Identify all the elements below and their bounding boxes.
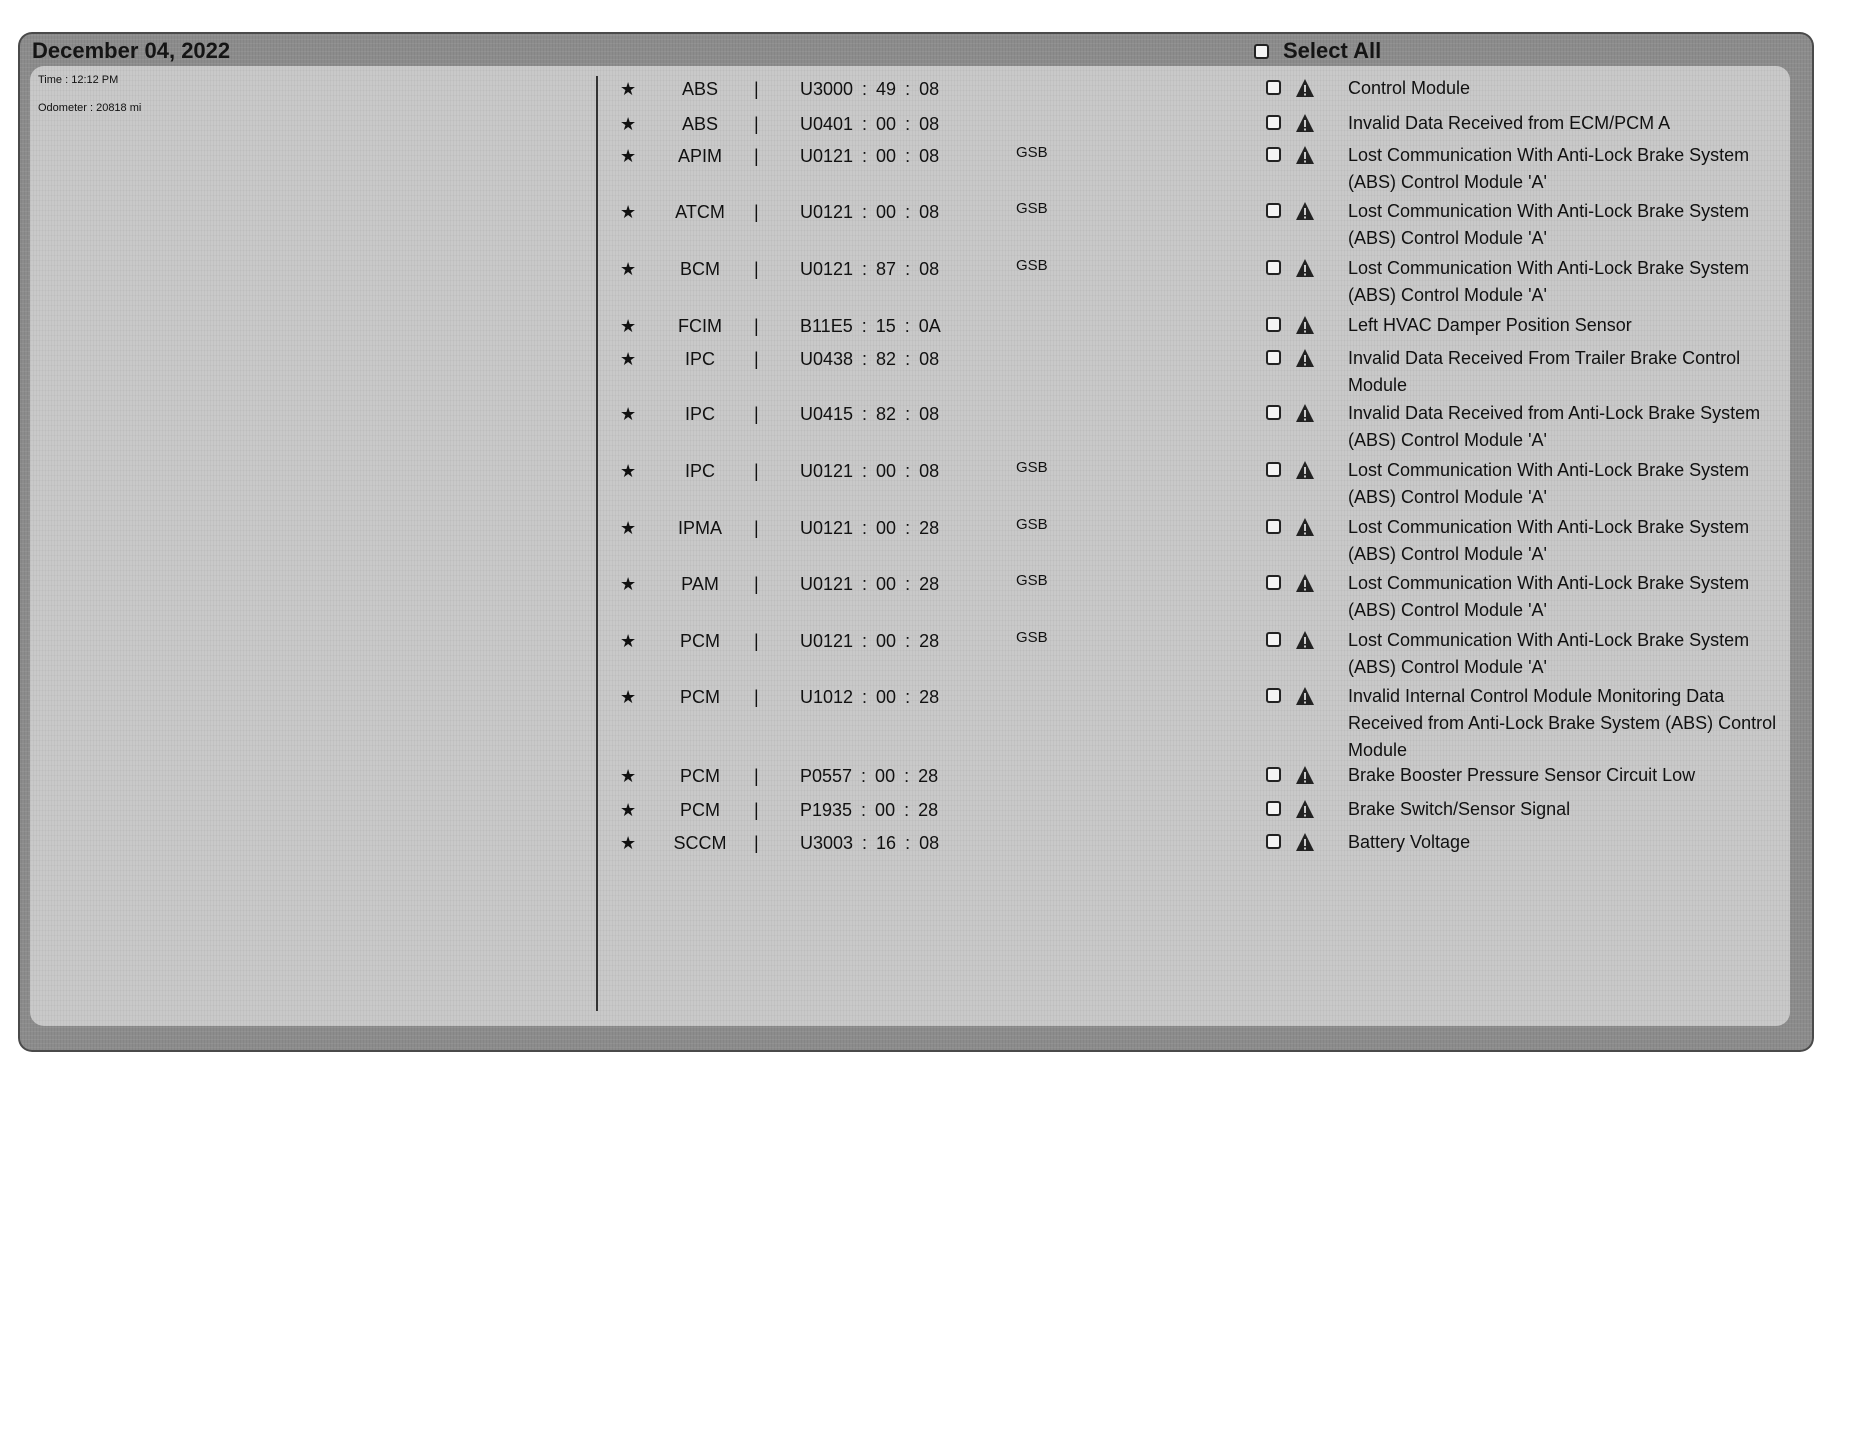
dtc-description: Battery Voltage [1348, 832, 1471, 852]
dtc-code: U0121 : 00 : 28 [800, 518, 940, 538]
dtc-description: Lost Communication With Anti-Lock Brake System (ABS) Control Module 'A' [1348, 630, 1750, 677]
dtc-description: Lost Communication With Anti-Lock Brake System (ABS) Control Module 'A' [1348, 201, 1750, 248]
separator: | [754, 833, 759, 853]
row-checkbox[interactable] [1266, 688, 1281, 703]
dtc-code: U0401 : 00 : 08 [800, 114, 940, 134]
report-time: Time : 12:12 PM [38, 74, 119, 86]
star-icon: ★ [620, 114, 637, 134]
dtc-code: U3000 : 49 : 08 [800, 79, 940, 99]
dtc-code: U0121 : 00 : 08 [800, 202, 940, 222]
star-icon: ★ [620, 766, 637, 786]
warning-triangle-icon [1295, 78, 1315, 98]
dtc-module: FCIM [678, 316, 722, 336]
star-icon: ★ [620, 518, 637, 538]
separator: | [754, 114, 759, 134]
gsb-tag: GSB [1016, 516, 1048, 533]
warning-triangle-icon [1295, 460, 1315, 480]
dtc-code: P0557 : 00 : 28 [800, 766, 939, 786]
star-icon: ★ [620, 349, 637, 369]
dtc-code: U0121 : 00 : 28 [800, 574, 940, 594]
separator: | [754, 574, 759, 594]
separator: | [754, 202, 759, 222]
panel-header [18, 32, 1814, 66]
dtc-module: IPC [684, 404, 715, 424]
star-icon: ★ [620, 833, 637, 853]
warning-triangle-icon [1295, 348, 1315, 368]
dtc-module: ABS [681, 79, 719, 99]
dtc-code: U0438 : 82 : 08 [800, 349, 940, 369]
star-icon: ★ [620, 202, 637, 222]
dtc-list-area [30, 66, 1790, 1026]
star-icon: ★ [620, 631, 637, 651]
star-icon: ★ [620, 574, 637, 594]
dtc-description: Invalid Data Received from ECM/PCM A [1348, 113, 1671, 133]
separator: | [754, 79, 759, 99]
gsb-tag: GSB [1016, 257, 1048, 274]
star-icon: ★ [620, 316, 637, 336]
dtc-code: U1012 : 00 : 28 [800, 687, 940, 707]
star-icon: ★ [620, 79, 637, 99]
warning-triangle-icon [1295, 765, 1315, 785]
separator: | [754, 316, 759, 336]
star-icon: ★ [620, 800, 637, 820]
dtc-code: U3003 : 16 : 08 [800, 833, 940, 853]
dtc-module: APIM [677, 146, 722, 166]
row-checkbox[interactable] [1266, 462, 1281, 477]
dtc-module: IPC [684, 349, 715, 369]
separator: | [754, 631, 759, 651]
separator: | [754, 349, 759, 369]
vehicle-meta [38, 74, 141, 130]
row-checkbox[interactable] [1266, 115, 1281, 130]
dtc-code: U0121 : 87 : 08 [800, 259, 940, 279]
dtc-description: Invalid Data Received from Anti-Lock Brake System (ABS) Control Module 'A' [1348, 403, 1761, 450]
dtc-description: Left HVAC Damper Position Sensor [1348, 315, 1632, 335]
dtc-description: Invalid Data Received From Trailer Brake Control Module [1348, 348, 1741, 395]
star-icon: ★ [620, 259, 637, 279]
warning-triangle-icon [1295, 832, 1315, 852]
dtc-description: Control Module [1348, 78, 1471, 98]
separator: | [754, 687, 759, 707]
warning-triangle-icon [1295, 258, 1315, 278]
dtc-description: Lost Communication With Anti-Lock Brake System (ABS) Control Module 'A' [1348, 258, 1750, 305]
gsb-tag: GSB [1016, 144, 1048, 161]
warning-triangle-icon [1295, 630, 1315, 650]
warning-triangle-icon [1295, 573, 1315, 593]
dtc-code: U0121 : 00 : 08 [800, 146, 940, 166]
dtc-module: PAM [681, 574, 719, 594]
gsb-tag: GSB [1016, 572, 1048, 589]
dtc-code: B11E5 : 15 : 0A [800, 316, 941, 336]
dtc-report-panel [18, 32, 1814, 1052]
separator: | [754, 404, 759, 424]
separator: | [754, 800, 759, 820]
row-checkbox[interactable] [1266, 632, 1281, 647]
select-all-control[interactable] [1254, 38, 1381, 64]
dtc-module: PCM [680, 766, 720, 786]
warning-triangle-icon [1295, 799, 1315, 819]
dtc-code: P1935 : 00 : 28 [800, 800, 939, 820]
dtc-module: IPMA [677, 518, 722, 538]
report-date: December 04, 2022 [32, 38, 231, 63]
dtc-module: SCCM [673, 833, 727, 853]
dtc-module: ATCM [675, 202, 725, 222]
dtc-code: U0121 : 00 : 28 [800, 631, 940, 651]
row-checkbox[interactable] [1266, 834, 1281, 849]
dtc-description: Brake Switch/Sensor Signal [1348, 799, 1571, 819]
row-checkbox[interactable] [1266, 80, 1281, 95]
star-icon: ★ [620, 146, 637, 166]
warning-triangle-icon [1295, 686, 1315, 706]
dtc-module: BCM [680, 259, 720, 279]
warning-triangle-icon [1295, 315, 1315, 335]
warning-triangle-icon [1295, 403, 1315, 423]
star-icon: ★ [620, 461, 637, 481]
dtc-description: Lost Communication With Anti-Lock Brake System (ABS) Control Module 'A' [1348, 517, 1750, 564]
dtc-module: IPC [684, 461, 715, 481]
dtc-description: Lost Communication With Anti-Lock Brake System (ABS) Control Module 'A' [1348, 460, 1750, 507]
warning-triangle-icon [1295, 145, 1315, 165]
separator: | [754, 146, 759, 166]
dtc-module: PCM [680, 631, 720, 651]
dtc-description: Lost Communication With Anti-Lock Brake System (ABS) Control Module 'A' [1348, 573, 1750, 620]
star-icon: ★ [620, 687, 637, 707]
select-all-label: Select All [1283, 38, 1382, 63]
row-checkbox[interactable] [1266, 260, 1281, 275]
dtc-description: Lost Communication With Anti-Lock Brake System (ABS) Control Module 'A' [1348, 145, 1750, 192]
warning-triangle-icon [1295, 113, 1315, 133]
gsb-tag: GSB [1016, 459, 1048, 476]
row-checkbox[interactable] [1266, 147, 1281, 162]
row-checkbox[interactable] [1266, 317, 1281, 332]
dtc-module: PCM [680, 800, 720, 820]
row-checkbox[interactable] [1266, 767, 1281, 782]
dtc-description: Invalid Internal Control Module Monitoring Data Received from Anti-Lock Brake System (ABS) Control Module [1348, 686, 1777, 760]
column-divider [596, 76, 598, 1011]
dtc-module: ABS [681, 114, 719, 134]
row-checkbox[interactable] [1266, 519, 1281, 534]
row-checkbox[interactable] [1266, 575, 1281, 590]
row-checkbox[interactable] [1266, 801, 1281, 816]
odometer-reading: Odometer : 20818 mi [38, 102, 142, 114]
gsb-tag: GSB [1016, 629, 1048, 646]
dtc-module: PCM [680, 687, 720, 707]
gsb-tag: GSB [1016, 200, 1048, 217]
warning-triangle-icon [1295, 517, 1315, 537]
separator: | [754, 518, 759, 538]
warning-triangle-icon [1295, 201, 1315, 221]
separator: | [754, 259, 759, 279]
row-checkbox[interactable] [1266, 203, 1281, 218]
dtc-code: U0415 : 82 : 08 [800, 404, 940, 424]
row-checkbox[interactable] [1266, 350, 1281, 365]
select-all-checkbox[interactable] [1254, 44, 1269, 59]
separator: | [754, 461, 759, 481]
dtc-description: Brake Booster Pressure Sensor Circuit Low [1348, 765, 1696, 785]
row-checkbox[interactable] [1266, 405, 1281, 420]
separator: | [754, 766, 759, 786]
star-icon: ★ [620, 404, 637, 424]
dtc-code: U0121 : 00 : 08 [800, 461, 940, 481]
